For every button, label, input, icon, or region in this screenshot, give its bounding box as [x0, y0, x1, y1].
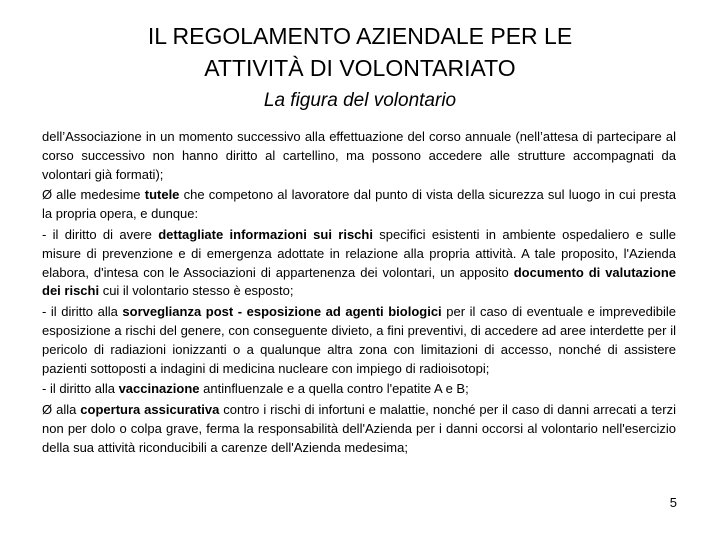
paragraph-3-text-e: cui il volontario stesso è esposto;	[99, 283, 294, 299]
arrow-bullet-icon: Ø	[42, 402, 53, 418]
paragraph-3	[42, 226, 676, 301]
paragraph-2-text-a: alle medesime	[56, 187, 145, 203]
paragraph-6-bold: copertura assicurativa	[80, 402, 220, 418]
paragraph-3-bold-1: dettagliate informazioni sui rischi	[158, 226, 373, 242]
paragraph-1-text: dell’Associazione in un momento successivo alla effettuazione del corso annuale (nell’attesa di partecipare al corso successivo non hanno diritto al cartellino, ma possono accedere alle strutture accompagnati da volontari già formati);	[42, 129, 676, 182]
paragraph-5-text-a: - il diritto alla	[42, 381, 119, 397]
body-text	[42, 128, 676, 460]
paragraph-4-text-c: per il caso di eventuale e imprevedibile esposizione a rischi del genere, con conseguente divieto, a fini preventivi, di accedere ad aree interdette per il pericolo di radiazioni ionizzanti o a qualunque altra zona con limitazioni di accesso, nonché di assistere pazienti sottoposti a indagini di medicina nucleare con impiego di radioisotopi;	[42, 304, 677, 376]
arrow-bullet-icon: Ø	[42, 187, 53, 203]
paragraph-4	[42, 303, 676, 378]
paragraph-5-bold: vaccinazione	[118, 381, 200, 397]
paragraph-1	[42, 128, 676, 184]
paragraph-2-bold: tutele	[144, 187, 180, 203]
page-title	[60, 20, 660, 84]
paragraph-2	[42, 186, 676, 224]
paragraph-2-text-c: che competono al lavoratore dal punto di vista della sicurezza sul luogo in cui presta la propria opera, e dunque:	[42, 187, 676, 222]
subtitle: La figura del volontario	[263, 90, 457, 111]
title-line-1: IL REGOLAMENTO AZIENDALE PER LE	[147, 23, 573, 49]
title-line-2: ATTIVITÀ DI VOLONTARIATO	[204, 55, 516, 81]
paragraph-3-text-a: - il diritto di avere	[42, 226, 159, 242]
paragraph-3-text-c: specifici esistenti in ambiente ospedaliero e sulle misure di prevenzione e di emergenza adottate in relazione alla propria attività. A tale proposito, l'Azienda elabora, d'intesa con le Associazioni di appartenenza dei volontari, un apposito	[42, 226, 677, 280]
paragraph-3-bold-2: documento di valutazione dei rischi	[42, 264, 676, 299]
paragraph-6	[42, 401, 676, 457]
paragraph-5	[42, 380, 676, 399]
paragraph-4-bold: sorveglianza post - esposizione ad agenti biologici	[122, 304, 442, 320]
page-number: 5	[669, 495, 677, 510]
paragraph-6-text-c: contro i rischi di infortuni e malattie, nonché per il caso di danni arrecati a terzi non per dolo o colpa grave, ferma la responsabilità dell'Azienda per i danni occorsi al volontario nell'esercizio della sua attività riconducibili a carenze dell'Azienda medesima;	[42, 402, 676, 455]
paragraph-5-text-c: antinfluenzale e a quella contro l'epatite A e B;	[199, 381, 469, 397]
paragraph-6-text-a: alla	[56, 402, 81, 418]
paragraph-4-text-a: - il diritto alla	[42, 304, 123, 320]
